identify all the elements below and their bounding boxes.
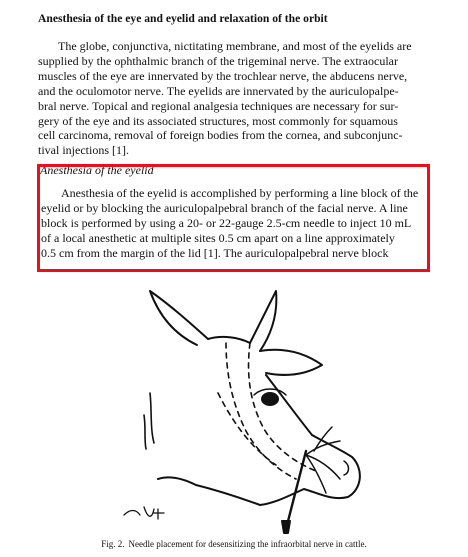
nerve-branch xyxy=(306,455,326,493)
paragraph-line: block is performed by using a 20- or 22-gauge 2.5-cm needle to inject 10 mL xyxy=(41,216,412,230)
caption-text: Needle placement for desensitizing the infraorbital nerve in cattle. xyxy=(128,539,367,549)
paragraph-line: eyelid or by blocking the auriculopalpebral branch of the facial nerve. A line xyxy=(41,201,408,215)
needle-hub xyxy=(282,521,290,533)
section-paragraph xyxy=(38,39,442,158)
paragraph-line: 0.5 cm from the margin of the lid [1]. The auriculopalpebral nerve block xyxy=(41,246,389,260)
paragraph-line: gery of the eye and its associated structures, most commonly for squamous xyxy=(38,113,398,128)
paragraph-line: tival injections [1]. xyxy=(38,143,129,158)
paragraph-line: muscles of the eye are innervated by the trochlear nerve, the abducens nerve, xyxy=(38,68,408,83)
section-heading: Anesthesia of the eye and eyelid and relaxation of the orbit xyxy=(38,12,328,25)
jaw-outline xyxy=(158,477,260,505)
caption-label: Fig. 2. xyxy=(101,539,125,549)
paragraph-line: of a local anesthetic at multiple sites 0.5 cm apart on a line approximately xyxy=(41,231,395,245)
paragraph-line: cell carcinoma, removal of foreign bodies from the cornea, and subconjunc- xyxy=(38,128,403,143)
nerve-branch xyxy=(306,455,340,479)
neck-line xyxy=(144,415,146,449)
nerve-branch xyxy=(314,427,332,451)
nostril xyxy=(344,461,349,475)
cattle-head-illustration xyxy=(100,283,390,535)
horn-left xyxy=(150,291,208,345)
eye xyxy=(262,393,278,405)
paragraph-line: and the oculomotor nerve. The eyelids are innervated by the auriculopalpe- xyxy=(38,83,399,98)
paragraph-line: The globe, conjunctiva, nictitating membrane, and most of the eyelids are xyxy=(58,39,412,53)
highlight-box xyxy=(37,164,430,272)
paragraph-line: Anesthesia of the eyelid is accomplished by performing a line block of the xyxy=(61,186,419,200)
subsection-heading: Anesthesia of the eyelid xyxy=(40,163,154,177)
horn-right xyxy=(250,291,276,351)
nerve-dash-line xyxy=(226,343,296,479)
forehead-outline xyxy=(208,337,250,343)
artist-signature xyxy=(124,507,164,519)
paragraph-line: supplied by the ophthalmic branch of the trigeminal nerve. The extraocular xyxy=(38,53,398,68)
neck-line xyxy=(150,393,154,443)
figure-caption xyxy=(0,539,468,550)
paragraph-line: bral nerve. Topical and regional analgesia techniques are necessary for sur- xyxy=(38,98,399,113)
ear-outline xyxy=(260,350,322,375)
